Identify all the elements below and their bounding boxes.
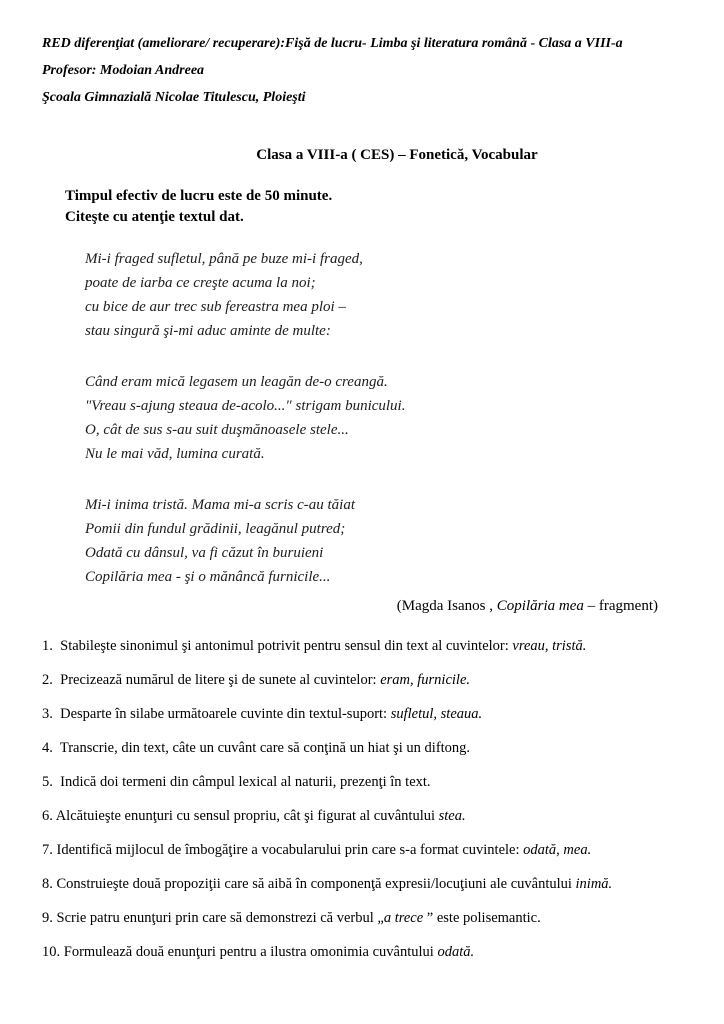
question-italic-term: odată.: [437, 944, 475, 960]
poem-line: O, cât de sus s-au suit duşmănoasele stele...: [85, 422, 349, 438]
poem-line: stau singură şi-mi aduc aminte de multe:: [85, 323, 331, 339]
question-number: 9.: [42, 910, 53, 926]
question-number: 6.: [42, 808, 53, 824]
header-line-course: RED diferenţiat (ameliorare/ recuperare):Fişă de lucru- Limba şi literatura română - Clasa a VIII-a: [42, 36, 623, 51]
question-number: 5.: [42, 774, 53, 790]
instruction-time: Timpul efectiv de lucru este de 50 minute.: [65, 188, 333, 204]
poem-stanza-1: [85, 247, 682, 343]
poem: [42, 247, 682, 589]
header-line-teacher: Profesor: Modoian Andreea: [42, 63, 205, 78]
question-item-1: [42, 637, 682, 656]
question-number: 3.: [42, 706, 53, 722]
question-text: Scrie patru enunţuri prin care să demonstrezi că verbul „: [52, 910, 384, 926]
poem-line: Nu le mai văd, lumina curată.: [85, 446, 265, 462]
question-italic-term: stea.: [438, 808, 466, 824]
question-italic-term: eram, furnicile.: [380, 672, 471, 688]
poem-line: "Vreau s-ajung steaua de-acolo..." strigam bunicului.: [85, 398, 406, 414]
poem-line: Odată cu dânsul, va fi căzut în buruieni: [85, 545, 324, 561]
question-text: Precizează numărul de litere şi de sunete al cuvintelor:: [52, 672, 381, 688]
poem-line: Când eram mică legasem un leagăn de-o creangă.: [85, 374, 388, 390]
instruction-read: Citeşte cu atenţie textul dat.: [65, 209, 244, 225]
question-text: Indică doi termeni din câmpul lexical al naturii, prezenţi în text.: [52, 774, 431, 790]
question-number: 10.: [42, 944, 61, 960]
question-number: 8.: [42, 876, 53, 892]
question-italic-term: a trece: [383, 910, 427, 926]
question-item-10: [42, 943, 682, 962]
question-italic-term: vreau, tristă.: [512, 638, 587, 654]
instructions: [42, 186, 682, 228]
question-text: Alcătuieşte enunţuri cu sensul propriu, cât şi figurat al cuvântului: [52, 808, 439, 824]
poem-line: poate de iarba ce creşte acuma la noi;: [85, 275, 316, 291]
question-italic-term: inimă.: [575, 876, 613, 892]
question-item-4: [42, 739, 682, 758]
question-item-6: [42, 807, 682, 826]
question-text-after: ” este polisemantic.: [426, 910, 541, 926]
question-item-7: [42, 841, 682, 860]
question-item-2: [42, 671, 682, 690]
question-text: Stabileşte sinonimul şi antonimul potrivit pentru sensul din text al cuvintelor:: [52, 638, 513, 654]
question-item-5: [42, 773, 682, 792]
poem-line: cu bice de aur trec sub fereastra mea ploi –: [85, 299, 346, 315]
poem-line: Pomii din fundul grădinii, leagănul putred;: [85, 521, 346, 537]
question-number: 4.: [42, 740, 53, 756]
poem-stanza-2: [85, 370, 682, 466]
poem-stanza-3: [85, 493, 682, 589]
document-header: [42, 30, 682, 111]
question-number: 1.: [42, 638, 53, 654]
attribution-fragment: – fragment): [583, 598, 658, 614]
question-text: Formulează două enunţuri pentru a ilustra omonimia cuvântului: [60, 944, 438, 960]
question-italic-term: sufletul, steaua.: [390, 706, 483, 722]
question-text: Desparte în silabe următoarele cuvinte din textul-suport:: [52, 706, 391, 722]
poem-line: Mi-i fraged sufletul, până pe buze mi-i fraged,: [85, 251, 363, 267]
question-item-3: [42, 705, 682, 724]
question-text: Transcrie, din text, câte un cuvânt care să conţină un hiat şi un diftong.: [52, 740, 471, 756]
question-list: [42, 637, 682, 962]
poem-line: Mi-i inima tristă. Mama mi-a scris c-au tăiat: [85, 497, 355, 513]
question-text: Identifică mijlocul de îmbogăţire a vocabularului prin care s-a format cuvintele:: [52, 842, 524, 858]
question-text: Construieşte două propoziţii care să aibă în componenţă expresii/locuţiuni ale cuvântului: [52, 876, 576, 892]
question-italic-term: odată, mea.: [523, 842, 592, 858]
poem-line: Copilăria mea - şi o mănâncă furnicile...: [85, 569, 331, 585]
question-number: 7.: [42, 842, 53, 858]
question-number: 2.: [42, 672, 53, 688]
question-item-8: [42, 875, 682, 894]
header-line-school: Şcoala Gimnazială Nicolae Titulescu, Ploieşti: [42, 90, 306, 105]
attribution-author: (Magda Isanos ,: [396, 598, 497, 614]
poem-attribution: [42, 596, 682, 617]
attribution-work-title: Copilăria mea: [496, 598, 584, 614]
question-item-9: [42, 909, 682, 928]
page-title: Clasa a VIII-a ( CES) – Fonetică, Vocabular: [256, 147, 538, 163]
